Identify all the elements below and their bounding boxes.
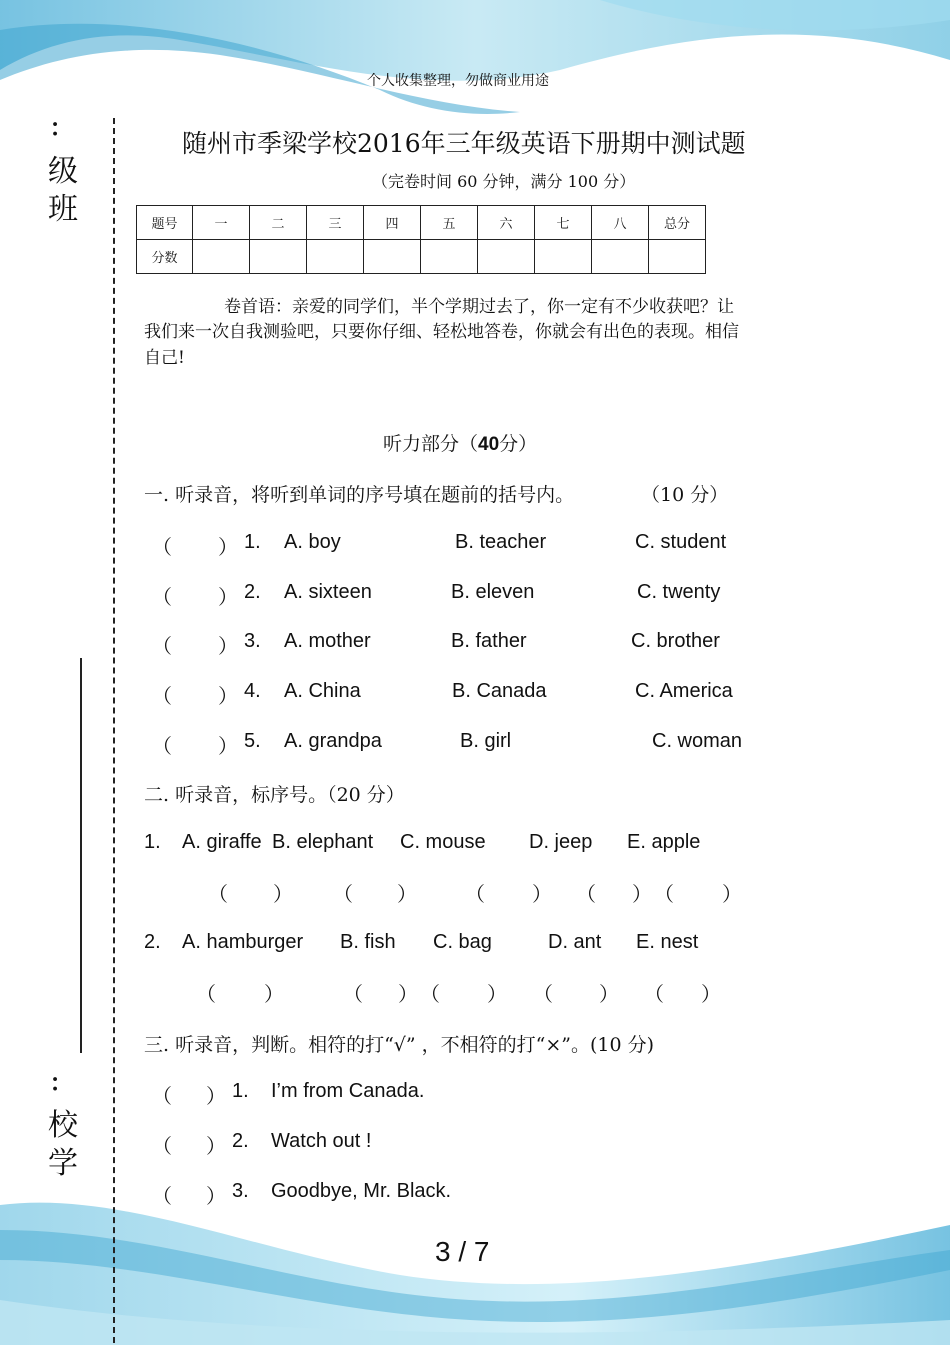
answer-paren-open[interactable]: （ bbox=[152, 585, 172, 609]
score-table-header: 题号 bbox=[137, 206, 193, 240]
answer-paren-open[interactable]: （ bbox=[533, 984, 553, 1006]
item-number: 4. bbox=[244, 680, 261, 702]
listening-heading-text: 听力部分（ bbox=[383, 433, 479, 455]
answer-paren-close: ） bbox=[218, 734, 238, 758]
score-table-header: 七 bbox=[535, 206, 592, 240]
answer-paren-open[interactable]: （ bbox=[333, 884, 353, 906]
score-cell[interactable] bbox=[193, 240, 250, 274]
page-number: 3 / 7 bbox=[435, 1236, 490, 1267]
answer-paren-close: ） bbox=[722, 884, 742, 906]
score-table-header: 六 bbox=[478, 206, 535, 240]
score-row-label: 分数 bbox=[137, 240, 193, 274]
page-subtitle: （完卷时间 60 分钟，满分 100 分） bbox=[372, 172, 636, 191]
answer-paren-open[interactable]: （ bbox=[152, 1084, 172, 1108]
score-table-header: 总分 bbox=[649, 206, 706, 240]
answer-paren-close: ） bbox=[532, 884, 552, 906]
option-c: C. twenty bbox=[637, 581, 721, 603]
answer-paren-close: ） bbox=[397, 884, 417, 906]
score-table-score-row bbox=[137, 240, 706, 274]
answer-paren-close: ） bbox=[398, 984, 418, 1006]
option-a: A. boy bbox=[284, 531, 341, 553]
score-cell[interactable] bbox=[478, 240, 535, 274]
score-table-header: 八 bbox=[592, 206, 649, 240]
score-table-header: 五 bbox=[421, 206, 478, 240]
option-b: B. teacher bbox=[455, 531, 547, 553]
answer-paren-open[interactable]: （ bbox=[152, 535, 172, 559]
section-3-title: 三. 听录音，判断。相符的打“√” ，不相符的打“×”。(10 分) bbox=[144, 1034, 655, 1056]
score-table-header: 三 bbox=[307, 206, 364, 240]
school-char-1: 校 bbox=[48, 1108, 78, 1143]
score-cell[interactable] bbox=[364, 240, 421, 274]
page-title: 随州市季梁学校2016年三年级英语下册期中测试题 bbox=[182, 129, 746, 158]
answer-paren-close: ） bbox=[273, 884, 293, 906]
intro-line-3: 自己! bbox=[144, 348, 185, 368]
answer-paren-close: ） bbox=[206, 1184, 226, 1208]
option-c: C. bag bbox=[433, 931, 492, 953]
option-a: A. sixteen bbox=[284, 581, 372, 603]
item-number: 1. bbox=[244, 531, 261, 553]
answer-paren-open[interactable]: （ bbox=[644, 984, 664, 1006]
score-cell[interactable] bbox=[535, 240, 592, 274]
answer-paren-close: ） bbox=[206, 1084, 226, 1108]
score-cell[interactable] bbox=[592, 240, 649, 274]
option-b: B. girl bbox=[460, 730, 512, 752]
class-char-1: 级 bbox=[48, 154, 78, 189]
option-b: B. father bbox=[451, 630, 527, 652]
answer-paren-close: ） bbox=[218, 684, 238, 708]
answer-paren-open[interactable]: （ bbox=[152, 634, 172, 658]
listening-heading-suffix: 分） bbox=[499, 433, 538, 455]
listening-heading-points: 40 bbox=[478, 434, 500, 455]
option-a: A. grandpa bbox=[284, 730, 382, 752]
answer-paren-open[interactable]: （ bbox=[152, 1134, 172, 1158]
item-number: 2. bbox=[232, 1130, 249, 1152]
score-cell[interactable] bbox=[250, 240, 307, 274]
answer-paren-close: ） bbox=[599, 984, 619, 1006]
statement-text: I’m from Canada. bbox=[271, 1080, 425, 1102]
answer-paren-open[interactable]: （ bbox=[343, 984, 363, 1006]
row-number: 1. bbox=[144, 831, 161, 853]
listening-heading bbox=[383, 429, 537, 456]
option-c: C. student bbox=[635, 531, 727, 553]
option-a: A. hamburger bbox=[182, 931, 304, 953]
item-number: 3. bbox=[232, 1180, 249, 1202]
watermark-text: 个人收集整理，勿做商业用途 bbox=[367, 73, 549, 89]
score-table-header-row bbox=[137, 206, 706, 240]
answer-paren-close: ） bbox=[264, 984, 284, 1006]
name-line bbox=[80, 658, 82, 1053]
score-cell[interactable] bbox=[649, 240, 706, 274]
cut-line bbox=[113, 118, 115, 1343]
answer-paren-open[interactable]: （ bbox=[196, 984, 216, 1006]
class-colon: : bbox=[50, 108, 61, 143]
option-d: D. jeep bbox=[529, 831, 593, 853]
statement-text: Watch out ! bbox=[271, 1130, 372, 1152]
answer-paren-open[interactable]: （ bbox=[152, 734, 172, 758]
binding-strip bbox=[30, 106, 98, 1176]
statement-text: Goodbye, Mr. Black. bbox=[271, 1180, 452, 1202]
school-colon: : bbox=[50, 1063, 61, 1098]
intro-line-2: 我们来一次自我测验吧，只要你仔细、轻松地答卷，你就会有出色的表现。相信 bbox=[144, 322, 739, 342]
score-cell[interactable] bbox=[421, 240, 478, 274]
answer-paren-close: ） bbox=[218, 535, 238, 559]
option-e: E. apple bbox=[627, 831, 701, 853]
option-b: B. elephant bbox=[272, 831, 374, 853]
item-number: 2. bbox=[244, 581, 261, 603]
answer-paren-close: ） bbox=[218, 585, 238, 609]
intro-line-1: 卷首语：亲爱的同学们，半个学期过去了，你一定有不少收获吧？让 bbox=[224, 297, 734, 317]
answer-paren-open[interactable]: （ bbox=[654, 884, 674, 906]
option-c: C. woman bbox=[652, 730, 743, 752]
item-number: 5. bbox=[244, 730, 261, 752]
answer-paren-open[interactable]: （ bbox=[465, 884, 485, 906]
option-e: E. nest bbox=[636, 931, 699, 953]
option-a: A. giraffe bbox=[182, 831, 262, 853]
option-d: D. ant bbox=[548, 931, 602, 953]
answer-paren-open[interactable]: （ bbox=[152, 1184, 172, 1208]
score-table bbox=[136, 205, 706, 274]
option-b: B. fish bbox=[340, 931, 396, 953]
item-number: 3. bbox=[244, 630, 261, 652]
answer-paren-close: ） bbox=[218, 634, 238, 658]
class-char-2: 班 bbox=[48, 192, 78, 227]
answer-paren-close: ） bbox=[487, 984, 507, 1006]
answer-paren-close: ） bbox=[701, 984, 721, 1006]
school-char-2: 学 bbox=[48, 1146, 78, 1181]
row-number: 2. bbox=[144, 931, 161, 953]
option-a: A. China bbox=[284, 680, 361, 702]
item-number: 1. bbox=[232, 1080, 249, 1102]
score-table-header: 一 bbox=[193, 206, 250, 240]
section-1-title: 一. 听录音，将听到单词的序号填在题前的括号内。 bbox=[144, 484, 575, 506]
answer-paren-open[interactable]: （ bbox=[420, 984, 440, 1006]
option-b: B. eleven bbox=[451, 581, 535, 603]
answer-paren-close: ） bbox=[206, 1134, 226, 1158]
score-cell[interactable] bbox=[307, 240, 364, 274]
option-a: A. mother bbox=[284, 630, 371, 652]
answer-paren-open[interactable]: （ bbox=[152, 684, 172, 708]
section-1-points: （10 分） bbox=[641, 484, 729, 506]
score-table-header: 四 bbox=[364, 206, 421, 240]
answer-paren-open[interactable]: （ bbox=[208, 884, 228, 906]
option-c: C. mouse bbox=[400, 831, 486, 853]
section-2-title: 二. 听录音，标序号。（20 分） bbox=[144, 784, 405, 806]
answer-paren-open[interactable]: （ bbox=[576, 884, 596, 906]
option-c: C. America bbox=[635, 680, 733, 702]
answer-paren-close: ） bbox=[632, 884, 652, 906]
score-table-header: 二 bbox=[250, 206, 307, 240]
option-b: B. Canada bbox=[452, 680, 547, 702]
option-c: C. brother bbox=[631, 630, 720, 652]
